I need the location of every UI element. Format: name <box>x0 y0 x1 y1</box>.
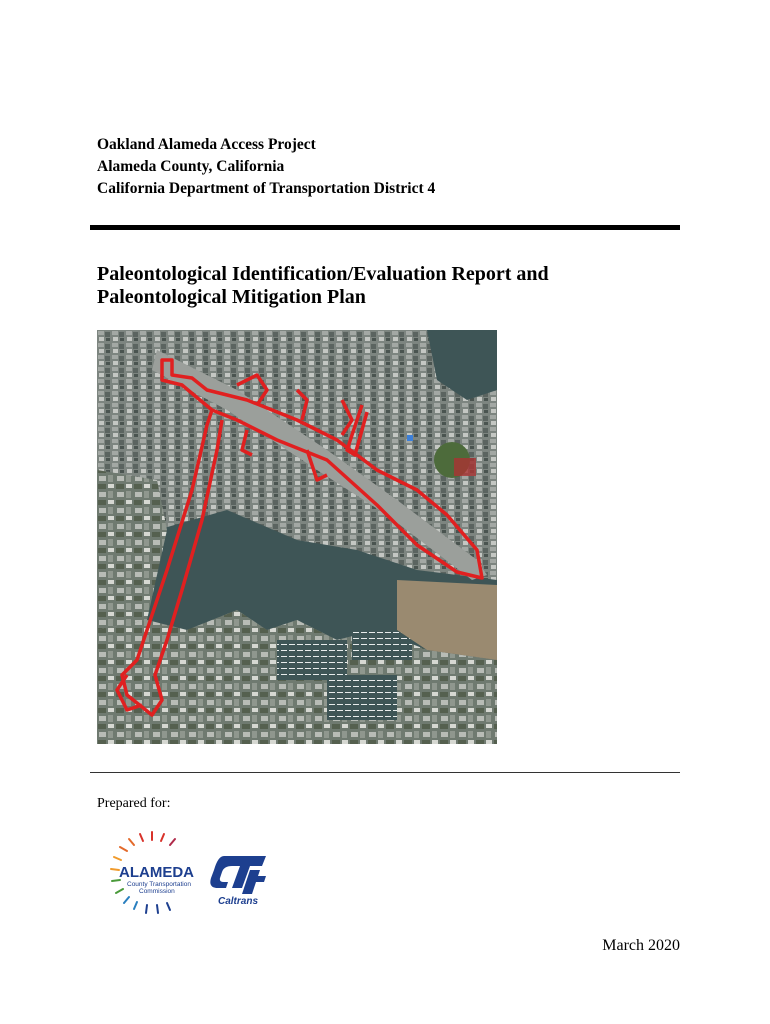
caltrans-logo-name: Caltrans <box>218 896 259 907</box>
report-date: March 2020 <box>602 937 680 954</box>
project-district: California Department of Transportation District 4 <box>97 180 436 197</box>
header-divider <box>90 225 680 230</box>
report-title <box>97 263 687 309</box>
alameda-logo-name: ALAMEDA <box>119 864 194 881</box>
caltrans-logo <box>210 850 274 908</box>
alameda-logo-sub-1: County Transportation <box>127 881 191 888</box>
aerial-map-image <box>97 330 497 744</box>
report-title-line-1: Paleontological Identification/Evaluation Report and <box>97 263 549 285</box>
prepared-for-label: Prepared for: <box>97 796 171 811</box>
project-header <box>97 134 435 200</box>
project-county: Alameda County, California <box>97 158 285 175</box>
prepared-divider <box>90 772 680 773</box>
report-title-line-2: Paleontological Mitigation Plan <box>97 286 366 308</box>
project-name: Oakland Alameda Access Project <box>97 136 316 153</box>
alameda-logo-sub-2: Commission <box>139 888 175 895</box>
alameda-ctc-logo <box>97 826 207 918</box>
